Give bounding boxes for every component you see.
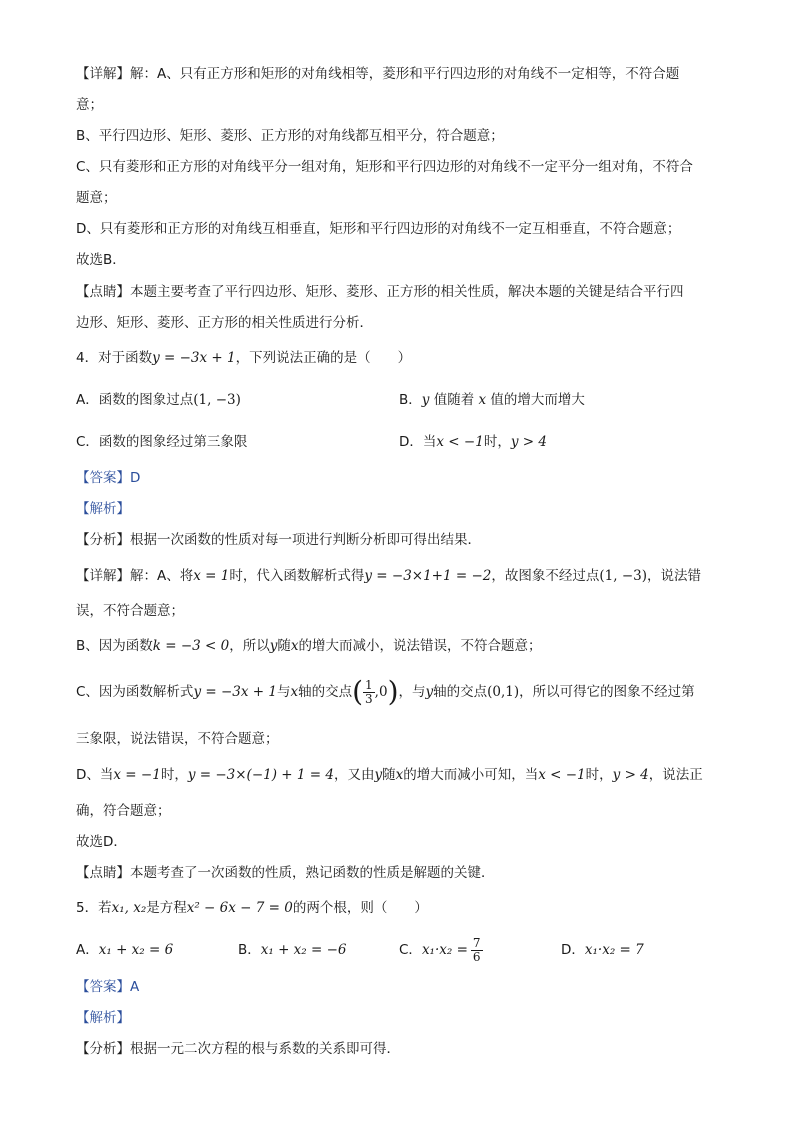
- q4-d4-c: 轴的交点: [298, 684, 353, 700]
- q3-detail-line-6: D、只有菱形和正方形的对角线互相垂直，矩形和平行四边形的对角线不一定互相垂直，不符合题意；: [76, 221, 681, 237]
- q4-option-b: [399, 390, 585, 410]
- q5-option-d: [561, 940, 644, 960]
- q4-d4-y: y: [425, 684, 434, 700]
- q4-stem: [76, 348, 411, 368]
- q4-answer: 【答案】D: [76, 470, 141, 486]
- q4-d4-d: ，与: [398, 684, 426, 700]
- q4-d3-c: 随: [277, 638, 291, 654]
- q3-detail-line-3: B、平行四边形、矩形、菱形、正方形的对角线都互相平分，符合题意；: [76, 128, 504, 144]
- q4-d4-zero: ,0: [374, 684, 388, 700]
- q4-d3-y: y: [269, 638, 278, 654]
- q4-d4-rparen: ): [387, 675, 399, 708]
- q4-d1-d: ，说法错: [647, 568, 701, 584]
- q4-d6-d: 随: [382, 767, 396, 783]
- q5-option-d-math: x₁·x₂ = 7: [584, 942, 644, 958]
- q4-d4-f: ，所以可得它的图象不经过第: [519, 684, 695, 700]
- q4-option-b-y: y: [421, 392, 430, 408]
- q4-detail-line-3: [76, 636, 542, 656]
- q4-stem-text-a: 4．对于函数: [76, 350, 153, 366]
- q4-fenxi: 【分析】根据一次函数的性质对每一项进行判断分析即可得出结果．: [76, 532, 481, 548]
- q3-comment-line-1: 【点睛】本题主要考查了平行四边形、矩形、菱形、正方形的相关性质，解决本题的关键是结合平行四: [76, 284, 684, 300]
- q4-option-b-x: x: [478, 392, 487, 408]
- q5-stem-b: 是方程: [146, 900, 187, 916]
- q4-d6-m4: y > 4: [612, 767, 649, 783]
- q5-option-c-num: 7: [472, 935, 481, 950]
- q3-comment-line-2: 边形、矩形、菱形、正方形的相关性质进行分析．: [76, 315, 373, 331]
- q4-d6-f: 时，: [585, 767, 613, 783]
- q4-d6-a: D、当: [76, 767, 114, 783]
- q5-fenxi: 【分析】根据一元二次方程的根与系数的关系即可得．: [76, 1041, 400, 1057]
- q4-d1-c: ，故图象不经过点: [491, 568, 600, 584]
- q4-d1-a: 【详解】解：A、将: [76, 568, 194, 584]
- q4-d1-m1: x = 1: [193, 568, 230, 584]
- q5-option-c-label: C．: [399, 942, 422, 958]
- q4-detail-line-5: 三象限，说法错误，不符合题意；: [76, 731, 279, 747]
- q5-stem-c: 的两个根，则（ ）: [292, 900, 428, 916]
- q4-option-d-result: y > 4: [510, 434, 547, 450]
- q4-option-d-mid: 时，: [483, 434, 511, 450]
- q4-option-b-mid: 值随着: [429, 392, 479, 408]
- q5-option-b-math: x₁ + x₂ = −6: [260, 942, 347, 958]
- q4-detail-line-8: 故选D．: [76, 834, 127, 850]
- q5-analysis-heading: 【解析】: [76, 1010, 130, 1026]
- q3-detail-line-7: 故选B．: [76, 252, 126, 268]
- q3-detail-line-5: 题意；: [76, 190, 117, 206]
- q5-stem-a: 5．若: [76, 900, 112, 916]
- q4-option-a-point: (1, −3): [193, 392, 241, 408]
- q4-d1-m2: y = −3×1+1 = −2: [364, 568, 492, 584]
- q5-option-c-math: x₁·x₂ =: [421, 942, 468, 958]
- q4-d6-m2: y = −3×(−1) + 1 = 4: [187, 767, 334, 783]
- q3-detail-line-4: C、只有菱形和正方形的对角线平分一组对角，矩形和平行四边形的对角线不一定平分一组对角，不符合: [76, 159, 693, 175]
- q4-d4-b: 与: [276, 684, 291, 700]
- q5-option-c: [399, 930, 483, 970]
- q4-d6-c: ，又由: [333, 767, 375, 783]
- q5-stem-roots: x₁, x₂: [111, 900, 147, 916]
- q4-stem-function: y = −3x + 1: [152, 350, 236, 366]
- q4-d4-fraction-num: 1: [365, 677, 373, 692]
- q4-d1-m3: (1, −3): [599, 568, 647, 584]
- q4-detail-line-2: 误，不符合题意；: [76, 603, 184, 619]
- q4-d4-m: y = −3x + 1: [193, 684, 277, 700]
- q4-d6-m1: x = −1: [113, 767, 161, 783]
- q4-d6-y: y: [374, 767, 383, 783]
- q4-option-b-label: B．: [399, 392, 422, 408]
- q4-d4-lparen: (: [352, 675, 364, 708]
- q4-option-d-label: D．当: [399, 434, 437, 450]
- q4-d6-g: ，说法正: [648, 767, 703, 783]
- q5-option-c-fraction: [471, 937, 483, 964]
- q4-d6-m3: x < −1: [538, 767, 586, 783]
- q4-comment: 【点睛】本题考查了一次函数的性质，熟记函数的性质是解题的关键．: [76, 865, 495, 881]
- q4-option-a: [76, 390, 241, 410]
- q4-detail-line-4: [76, 672, 695, 712]
- q4-d4-a: C、因为函数解析式: [76, 684, 194, 700]
- q4-detail-line-6: [76, 765, 703, 785]
- q5-option-b-label: B．: [238, 942, 261, 958]
- q5-option-b: [238, 940, 347, 960]
- q4-detail-line-7: 确，符合题意；: [76, 803, 171, 819]
- q5-option-a-math: x₁ + x₂ = 6: [98, 942, 174, 958]
- q3-detail-line-1: 【详解】解：A、只有正方形和矩形的对角线相等，菱形和平行四边形的对角线不一定相等，不符合题: [76, 66, 680, 82]
- q4-analysis-heading: 【解析】: [76, 501, 130, 517]
- q4-d6-e: 的增大而减小可知，当: [403, 767, 539, 783]
- q4-d4-point: (0,1): [487, 684, 520, 700]
- q5-answer: 【答案】A: [76, 979, 140, 995]
- q4-stem-text-b: ，下列说法正确的是（ ）: [235, 350, 412, 366]
- q4-detail-line-1: [76, 566, 701, 586]
- q4-d3-a: B、因为函数: [76, 638, 153, 654]
- q5-option-a: [76, 940, 173, 960]
- q4-d3-m: k = −3 < 0: [152, 638, 230, 654]
- q5-stem: [76, 898, 428, 918]
- q5-option-a-label: A．: [76, 942, 99, 958]
- q3-detail-line-2: 意；: [76, 97, 103, 113]
- q4-d4-fraction-den: 3: [365, 691, 373, 706]
- q4-option-d: [399, 432, 547, 452]
- q4-d3-b: ，所以: [229, 638, 270, 654]
- q4-d4-x: x: [290, 684, 299, 700]
- q4-d3-x: x: [290, 638, 299, 654]
- q4-option-d-condition: x < −1: [436, 434, 484, 450]
- q4-d1-b: 时，代入函数解析式得: [229, 568, 365, 584]
- q5-option-d-label: D．: [561, 942, 585, 958]
- q4-option-b-post: 值的增大而增大: [486, 392, 585, 408]
- q5-option-c-den: 6: [472, 949, 481, 964]
- q4-d3-d: 的增大而减小，说法错误，不符合题意；: [298, 638, 542, 654]
- q4-d4-fraction: [363, 679, 375, 706]
- q4-option-a-text: A．函数的图象过点: [76, 392, 194, 408]
- q4-d4-e: 轴的交点: [433, 684, 488, 700]
- q4-d6-b: 时，: [160, 767, 188, 783]
- q4-option-c: C．函数的图象经过第三象限: [76, 434, 248, 450]
- q5-stem-equation: x² − 6x − 7 = 0: [186, 900, 293, 916]
- q4-d6-x: x: [395, 767, 404, 783]
